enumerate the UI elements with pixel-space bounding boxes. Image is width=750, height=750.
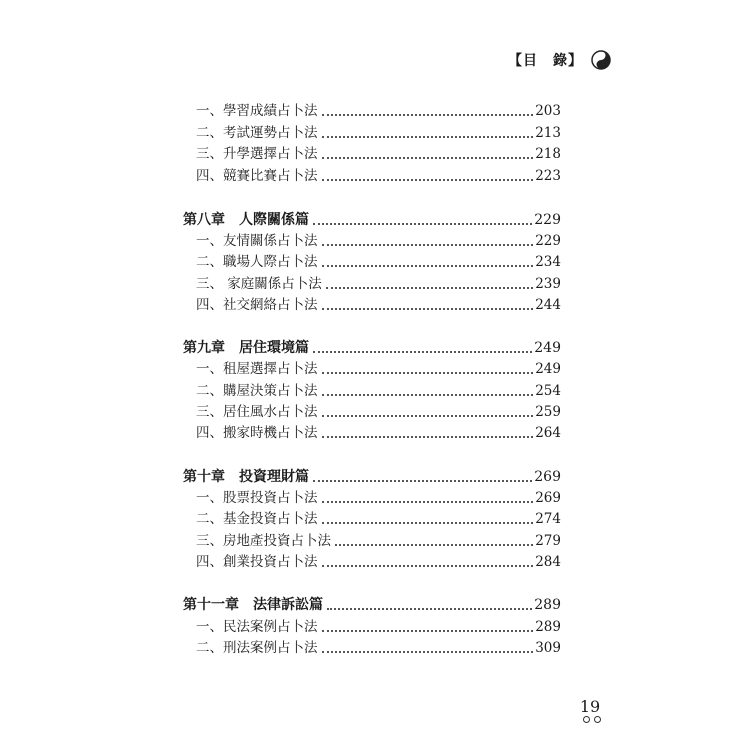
toc-chapter xyxy=(183,467,561,487)
toc-entry xyxy=(196,402,561,422)
leader-dots xyxy=(322,415,534,417)
toc-entry xyxy=(196,617,561,637)
toc-entry xyxy=(196,274,561,294)
leader-dots xyxy=(313,223,532,225)
toc-entry xyxy=(196,552,561,572)
toc-entry xyxy=(196,638,561,658)
toc-chapter-page: 229 xyxy=(534,212,561,228)
toc-entry-label: 一、友情關係占卜法 xyxy=(196,233,318,249)
toc-entry-page: 274 xyxy=(535,511,561,527)
leader-dots xyxy=(322,394,534,396)
toc-entry-page: 264 xyxy=(535,425,561,441)
toc-entry-page: 289 xyxy=(535,619,561,635)
toc-entry-label: 二、考試運勢占卜法 xyxy=(196,125,318,141)
leader-dots xyxy=(322,522,534,524)
leader-dots xyxy=(313,351,532,353)
leader-dots xyxy=(322,436,534,438)
toc-chapter-page: 249 xyxy=(534,340,561,356)
ornament-dot xyxy=(594,716,601,723)
toc-entry-label: 一、學習成績占卜法 xyxy=(196,103,318,119)
toc-entry xyxy=(196,101,561,121)
toc-entry xyxy=(196,423,561,443)
toc-entry xyxy=(196,166,561,186)
toc-chapter-label: 第十章 投資理財篇 xyxy=(183,469,309,485)
ornament-dot xyxy=(583,716,590,723)
leader-dots xyxy=(322,630,534,632)
toc-entry xyxy=(196,359,561,379)
toc-entry-label: 一、民法案例占卜法 xyxy=(196,619,318,635)
page-ornament xyxy=(583,716,601,723)
toc-entry-label: 二、刑法案例占卜法 xyxy=(196,640,318,656)
toc-entry xyxy=(196,509,561,529)
toc-chapter-label: 第十一章 法律訴訟篇 xyxy=(183,597,323,613)
toc-entry xyxy=(196,531,561,551)
toc-entry-label: 四、社交網絡占卜法 xyxy=(196,297,318,313)
leader-dots xyxy=(322,244,534,246)
leader-dots xyxy=(322,651,534,653)
toc-entry xyxy=(196,488,561,508)
toc-entry xyxy=(196,252,561,272)
toc-entry-page: 244 xyxy=(535,297,561,313)
toc-entry xyxy=(196,231,561,251)
toc-entry-page: 279 xyxy=(535,533,561,549)
toc-entry-label: 二、職場人際占卜法 xyxy=(196,254,318,270)
toc-entry-page: 259 xyxy=(535,404,561,420)
toc-entry-page: 249 xyxy=(535,361,561,377)
toc-entry xyxy=(196,381,561,401)
leader-dots xyxy=(322,265,534,267)
toc-entry-label: 二、購屋決策占卜法 xyxy=(196,383,318,399)
toc-chapter-label: 第八章 人際關係篇 xyxy=(183,212,309,228)
toc-entry-page: 213 xyxy=(535,125,561,141)
leader-dots xyxy=(322,114,534,116)
leader-dots xyxy=(322,565,534,567)
leader-dots xyxy=(322,136,534,138)
toc-chapter-page: 289 xyxy=(534,597,561,613)
leader-dots xyxy=(322,179,534,181)
toc-chapter xyxy=(183,338,561,358)
toc-entry-label: 三、 家庭關係占卜法 xyxy=(196,276,322,292)
leader-dots xyxy=(322,157,534,159)
leader-dots xyxy=(335,544,533,546)
toc-entry-label: 三、居住風水占卜法 xyxy=(196,404,318,420)
leader-dots xyxy=(313,480,532,482)
toc-entry-label: 四、創業投資占卜法 xyxy=(196,554,318,570)
toc-entry-label: 三、房地產投資占卜法 xyxy=(196,533,331,549)
toc-entry xyxy=(196,123,561,143)
toc-chapter-label: 第九章 居住環境篇 xyxy=(183,340,309,356)
toc-entry-page: 218 xyxy=(535,146,561,162)
leader-dots xyxy=(322,308,534,310)
toc-header xyxy=(508,46,611,74)
toc-chapter xyxy=(183,595,561,615)
toc-entry xyxy=(196,144,561,164)
page-number: 19 xyxy=(579,697,601,716)
toc-entry-page: 239 xyxy=(535,276,561,292)
toc-chapter xyxy=(183,210,561,230)
toc-entry-label: 一、租屋選擇占卜法 xyxy=(196,361,318,377)
leader-dots xyxy=(326,287,533,289)
toc-entry-label: 四、競賽比賽占卜法 xyxy=(196,168,318,184)
leader-dots xyxy=(327,608,532,610)
toc-entry-page: 284 xyxy=(535,554,561,570)
toc-entry xyxy=(196,295,561,315)
toc-entry-label: 一、股票投資占卜法 xyxy=(196,490,318,506)
toc-entry-page: 229 xyxy=(535,233,561,249)
toc-entry-page: 203 xyxy=(535,103,561,119)
yin-yang-icon xyxy=(591,50,611,70)
toc-entry-page: 269 xyxy=(535,490,561,506)
leader-dots xyxy=(322,372,534,374)
toc-entry-page: 254 xyxy=(535,383,561,399)
leader-dots xyxy=(322,501,534,503)
toc-entry-page: 309 xyxy=(535,640,561,656)
toc-title: 【目 錄】 xyxy=(508,53,583,69)
toc-entry-label: 四、搬家時機占卜法 xyxy=(196,425,318,441)
toc-entry-page: 234 xyxy=(535,254,561,270)
toc-entry-page: 223 xyxy=(535,168,561,184)
toc-chapter-page: 269 xyxy=(534,469,561,485)
toc-entry-label: 二、基金投資占卜法 xyxy=(196,511,318,527)
toc-entry-label: 三、升學選擇占卜法 xyxy=(196,146,318,162)
